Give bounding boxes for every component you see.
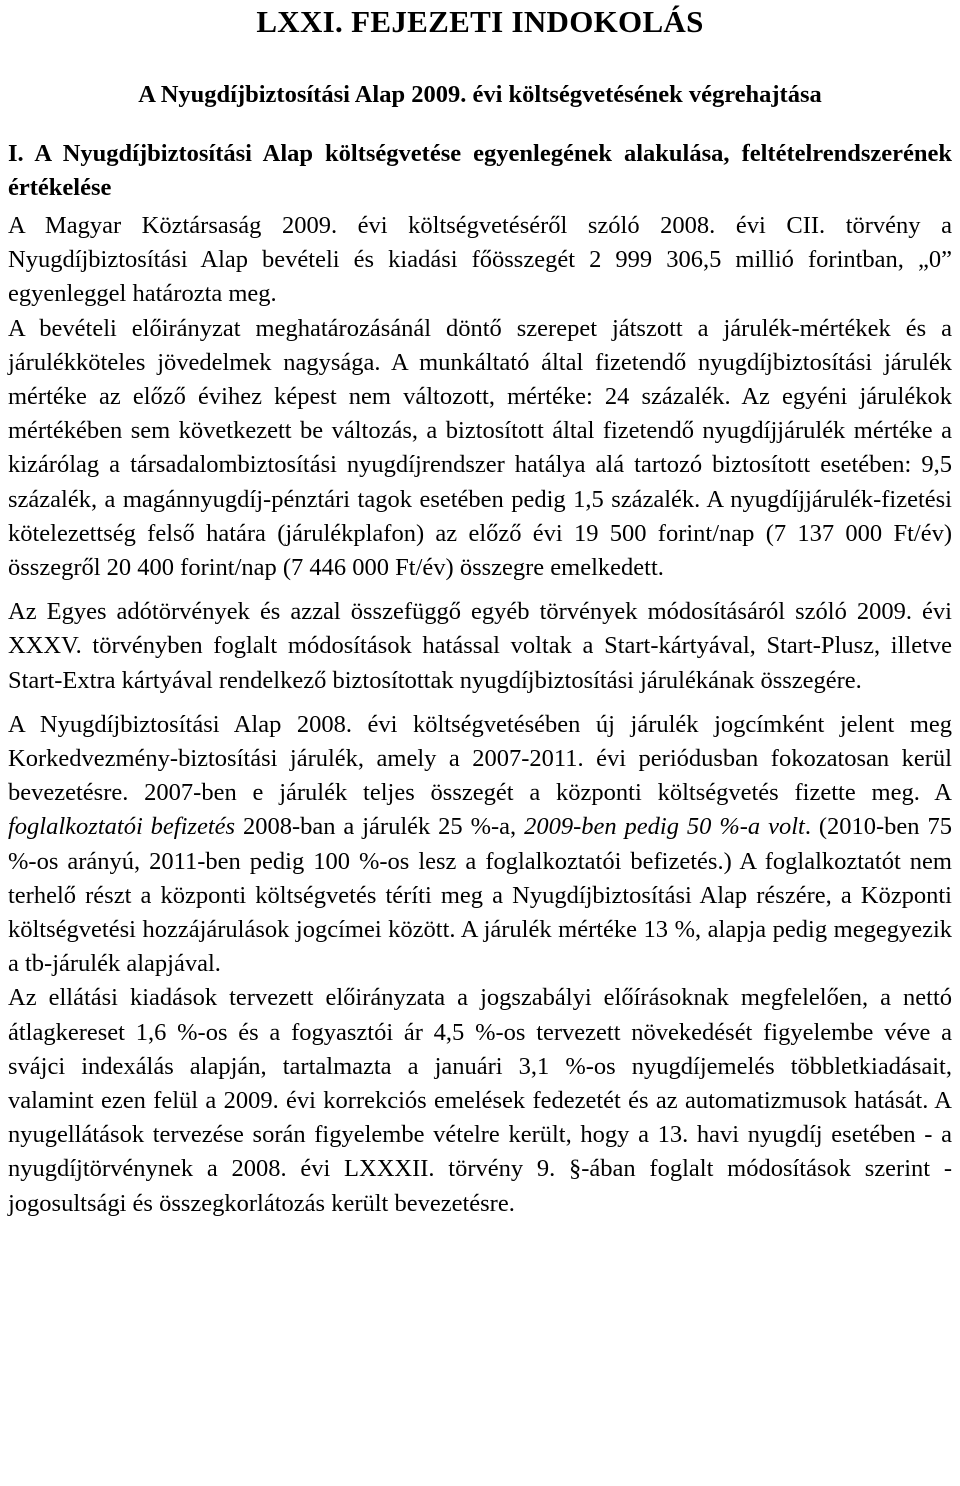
paragraph-appropriation: A Magyar Köztársaság 2009. évi költségvetéséről szóló 2008. évi CII. törvény a Nyugdíjbiztosítási Alap bevételi és kiadási főösszegét 2 999 306,5 millió forintban, „0” egyenleggel határozta meg.: [8, 212, 952, 308]
paragraph-early-retirement-contribution: [8, 708, 952, 982]
document-subtitle: A Nyugdíjbiztosítási Alap 2009. évi költségvetésének végrehajtása: [138, 81, 822, 108]
p4-emphasis-employer-payment: foglalkoztatói befizetés: [8, 813, 236, 841]
paragraph-start-cards: Az Egyes adótörvények és azzal összefüggő egyéb törvények módosításáról szóló 2009. évi XXXV. törvényben foglalt módosítások hatással voltak a Start-kártyával, Start-Plusz, illetve Start-Extra kártyával rendelkező biztosítottak nyugdíjbiztosítási járulékának összegére.: [8, 598, 952, 694]
section-heading: I. A Nyugdíjbiztosítási Alap költségvetése egyenlegének alakulása, feltételrendszerének értékelése: [8, 140, 952, 201]
chapter-title: LXXI. FEJEZETI INDOKOLÁS: [256, 4, 704, 39]
document-page: [0, 2, 960, 1486]
paragraph-revenue-contributions: A bevételi előirányzat meghatározásánál döntő szerepet játszott a járulék-mértékek és a járulékköteles jövedelmek nagysága. A munkáltató által fizetendő nyugdíjbiztosítási járulék mértéke az előző évihez képest nem változott, mértéke: 24 százalék. Az egyéni járulékok mértékében sem következett be változás, a biztosított által fizetendő nyugdíjjárulék mértéke a kizárólag a társadalombiztosítási nyugdíjrendszer hatálya alá tartozó biztosított esetében: 9,5 százalék, a magánnyugdíj-pénztári tagok esetében pedig 1,5 százalék. A nyugdíjjárulék-fizetési kötelezettség felső határa (járulékplafon) az előző évi 19 500 forint/nap (7 137 000 Ft/év) összegről 20 400 forint/nap (7 446 000 Ft/év) összegre emelkedett.: [8, 314, 952, 582]
p4-text-a: A Nyugdíjbiztosítási Alap 2008. évi költségvetésében új járulék jogcímként jelent meg Korkedvezmény-biztosítási járulék, amely a 2007-2011. évi periódusban fokozatosan kerül bevezetésre. 2007-ben e járulék teljes összegét a központi költségvetés fizette meg. A: [8, 710, 952, 807]
p4-text-c: . (2010-ben 75 %-os arányú, 2011-ben pedig 100 %-os lesz a foglalkoztatói befizetés.) A foglalkoztatót nem terhelő részt a központi költségvetés téríti meg a Nyugdíjbiztosítási Alap részére, a Központi költségvetési hozzájárulások jogcímei között. A járulék mértéke 13 %, alapja pedig megegyezik a tb-járulék alapjával.: [8, 813, 952, 978]
p4-text-b: 2008-ban a járulék 25 %-a,: [235, 813, 525, 841]
p4-emphasis-2009-rate: 2009-ben pedig 50 %-a volt: [524, 813, 805, 841]
paragraph-benefit-expenditures: Az ellátási kiadások tervezett előirányzata a jogszabályi előírásoknak megfelelően, a nettó átlagkereset 1,6 %-os és a fogyasztói ár 4,5 %-os tervezett növekedését figyelembe véve a svájci indexálás alapján, tartalmazta a januári 3,1 %-os nyugdíjemelés többletkiadásait, valamint ezen felül a 2009. évi korrekciós emelések fedezetét és az automatizmusok hatását. A nyugellátások tervezése során figyelembe vételre került, hogy a 13. havi nyugdíj esetében - a nyugdíjtörvénynek a 2008. évi LXXXII. törvény 9. §-ában foglalt módosítások szerint - jogosultsági és összegkorlátozás került bevezetésre.: [8, 984, 952, 1217]
